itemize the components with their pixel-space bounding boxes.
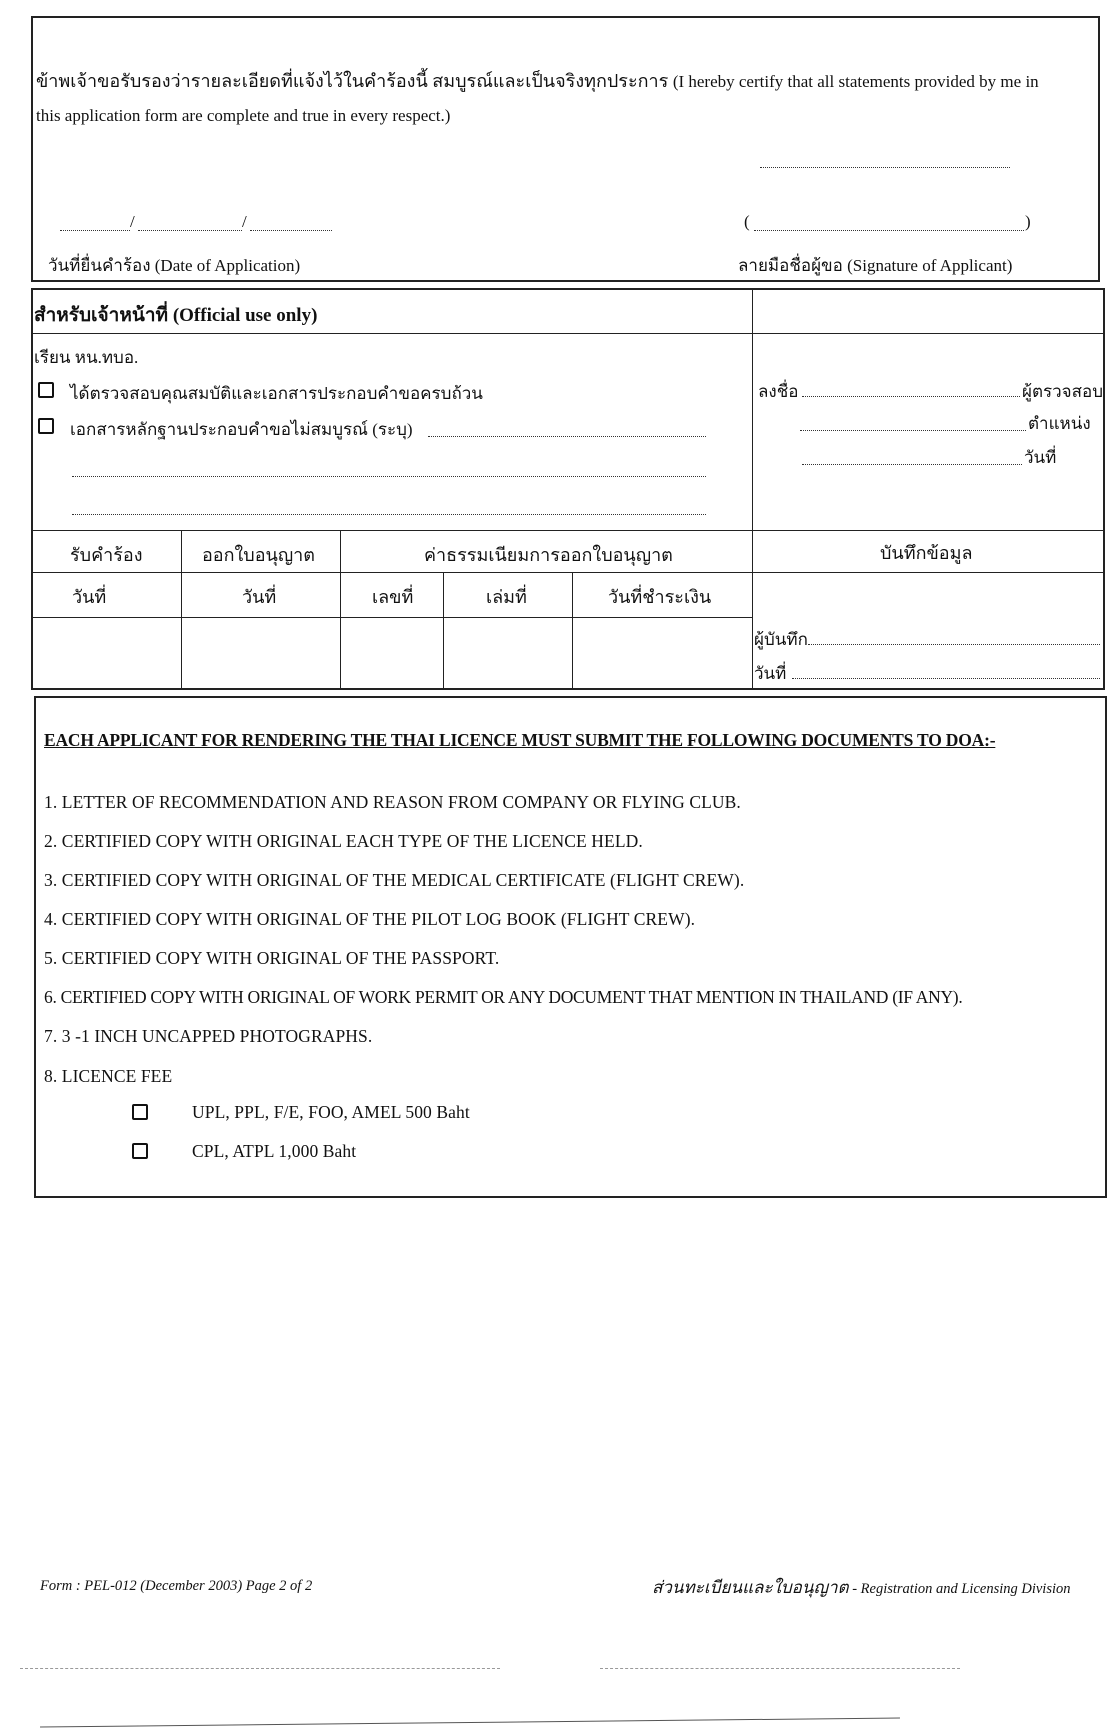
document-item-4: 4. CERTIFIED COPY WITH ORIGINAL OF THE PILOT LOG BOOK (FLIGHT CREW). (44, 909, 696, 929)
cell-payment-date[interactable] (574, 619, 751, 689)
recorder-field[interactable] (808, 644, 1100, 645)
checkbox-incomplete[interactable] (38, 418, 54, 434)
document-item-3: 3. CERTIFIED COPY WITH ORIGINAL OF THE MEDICAL CERTIFICATE (FLIGHT CREW). (44, 870, 745, 890)
document-item-1: 1. LETTER OF RECOMMENDATION AND REASON FROM COMPANY OR FLYING CLUB. (44, 792, 741, 812)
col-header-received: รับคำร้อง (70, 545, 143, 565)
certification-statement-en-1: (I hereby certify that all statements provided by me in (672, 72, 1039, 91)
official-use-header-thai: สำหรับเจ้าหน้าที่ (34, 305, 169, 326)
official-position-label: ตำแหน่ง (1028, 414, 1091, 433)
application-date-day-field[interactable] (60, 230, 130, 231)
document-item-8: 8. LICENCE FEE (44, 1066, 173, 1086)
signature-label-en: (Signature of Applicant) (847, 256, 1013, 275)
signature-label-thai: ลายมือชื่อผู้ขอ (738, 256, 843, 275)
subheader-book: เล่มที่ (486, 587, 527, 607)
subheader-date-received: วันที่ (72, 587, 107, 607)
record-date-label: วันที่ (754, 664, 787, 683)
cell-issued-date[interactable] (183, 619, 339, 689)
table-top-divider (31, 530, 1105, 531)
application-date-label (48, 252, 300, 279)
document-item-5: 5. CERTIFIED COPY WITH ORIGINAL OF THE PASSPORT. (44, 948, 500, 968)
incomplete-detail-line-1[interactable] (428, 436, 706, 437)
fee-option-500: UPL, PPL, F/E, FOO, AMEL 500 Baht (192, 1102, 470, 1122)
official-date-field[interactable] (802, 464, 1022, 465)
fee-option-1000: CPL, ATPL 1,000 Baht (192, 1141, 357, 1161)
applicant-name-field[interactable] (754, 230, 1024, 231)
division-label-thai: ส่วนทะเบียนและใบอนุญาต (652, 1578, 849, 1597)
col-header-issued: ออกใบอนุญาต (202, 545, 315, 565)
col-header-fee: ค่าธรรมเนียมการออกใบอนุญาต (424, 545, 673, 565)
certification-statement-thai: ข้าพเจ้าขอรับรองว่ารายละเอียดที่แจ้งไว้ในคำร้องนี้ สมบูรณ์และเป็นจริงทุกประการ (36, 71, 669, 91)
division-label-en: Registration and Licensing Division (860, 1581, 1071, 1597)
date-separator-1: / (130, 212, 135, 231)
official-inspector-label: ผู้ตรวจสอบ (1022, 382, 1104, 401)
subheader-date-issued: วันที่ (242, 587, 277, 607)
recorder-label: ผู้บันทึก (754, 630, 808, 649)
signature-label (738, 252, 1012, 279)
signature-paren-close: ) (1025, 212, 1031, 231)
signature-paren-open: ( (744, 212, 750, 231)
table-body-divider (31, 617, 752, 618)
official-use-header (34, 300, 317, 330)
application-date-month-field[interactable] (138, 230, 242, 231)
certification-box (31, 16, 1100, 282)
scan-noise-line-3 (40, 1717, 900, 1727)
document-item-6: 6. CERTIFIED COPY WITH ORIGINAL OF WORK PERMIT OR ANY DOCUMENT THAT MENTION IN THAILAND (IF ANY). (44, 987, 963, 1007)
division-label (652, 1574, 1071, 1601)
checkbox-complete[interactable] (38, 382, 54, 398)
table-col-divider-4 (572, 572, 573, 690)
table-subheader-divider (31, 572, 1105, 573)
checkbox-fee-1000[interactable] (132, 1143, 148, 1159)
application-date-year-field[interactable] (250, 230, 332, 231)
subheader-payment-date: วันที่ชำระเงิน (608, 587, 712, 607)
application-date-label-en: (Date of Application) (154, 256, 301, 275)
application-date-label-thai: วันที่ยื่นคำร้อง (48, 256, 151, 275)
scan-noise-line-2 (600, 1668, 960, 1669)
cell-fee-number[interactable] (342, 619, 442, 689)
certification-statement-en-2: this application form are complete and true in every respect.) (36, 106, 451, 125)
col-header-record: บันทึกข้อมูล (880, 543, 973, 563)
document-item-7: 7. 3 -1 INCH UNCAPPED PHOTOGRAPHS. (44, 1026, 373, 1046)
incomplete-detail-line-2[interactable] (72, 476, 706, 477)
documents-heading: EACH APPLICANT FOR RENDERING THE THAI LICENCE MUST SUBMIT THE FOLLOWING DOCUMENTS TO DOA:- (44, 730, 996, 750)
official-date-label: วันที่ (1024, 448, 1057, 467)
official-position-field[interactable] (800, 430, 1026, 431)
incomplete-detail-line-3[interactable] (72, 514, 706, 515)
division-label-sep: - (852, 1581, 858, 1597)
document-item-2: 2. CERTIFIED COPY WITH ORIGINAL EACH TYPE OF THE LICENCE HELD. (44, 831, 643, 851)
official-header-divider (31, 333, 1105, 334)
form-id: Form : PEL-012 (December 2003) Page 2 of 2 (40, 1578, 313, 1594)
certification-statement-line-1 (36, 66, 1039, 95)
cell-received-date[interactable] (33, 619, 180, 689)
option-incomplete-label: เอกสารหลักฐานประกอบคำขอไม่สมบูรณ์ (ระบุ) (70, 420, 413, 439)
official-sign-label: ลงชื่อ (758, 382, 799, 401)
checkbox-fee-500[interactable] (132, 1104, 148, 1120)
subheader-number: เลขที่ (372, 587, 414, 607)
table-col-divider-1 (181, 530, 182, 690)
official-right-divider (752, 288, 753, 690)
official-use-header-en: (Official use only) (172, 305, 318, 326)
date-separator-2: / (242, 212, 247, 231)
cell-fee-book[interactable] (445, 619, 571, 689)
record-date-field[interactable] (792, 678, 1100, 679)
official-to-label: เรียน หน.ทบอ. (34, 348, 139, 367)
official-sign-field[interactable] (802, 396, 1020, 397)
signature-line[interactable] (760, 167, 1010, 168)
table-col-divider-3 (443, 572, 444, 690)
option-complete-label: ได้ตรวจสอบคุณสมบัติและเอกสารประกอบคำขอครบถ้วน (70, 384, 483, 403)
scan-noise-line-1 (20, 1668, 500, 1669)
table-col-divider-2 (340, 530, 341, 690)
